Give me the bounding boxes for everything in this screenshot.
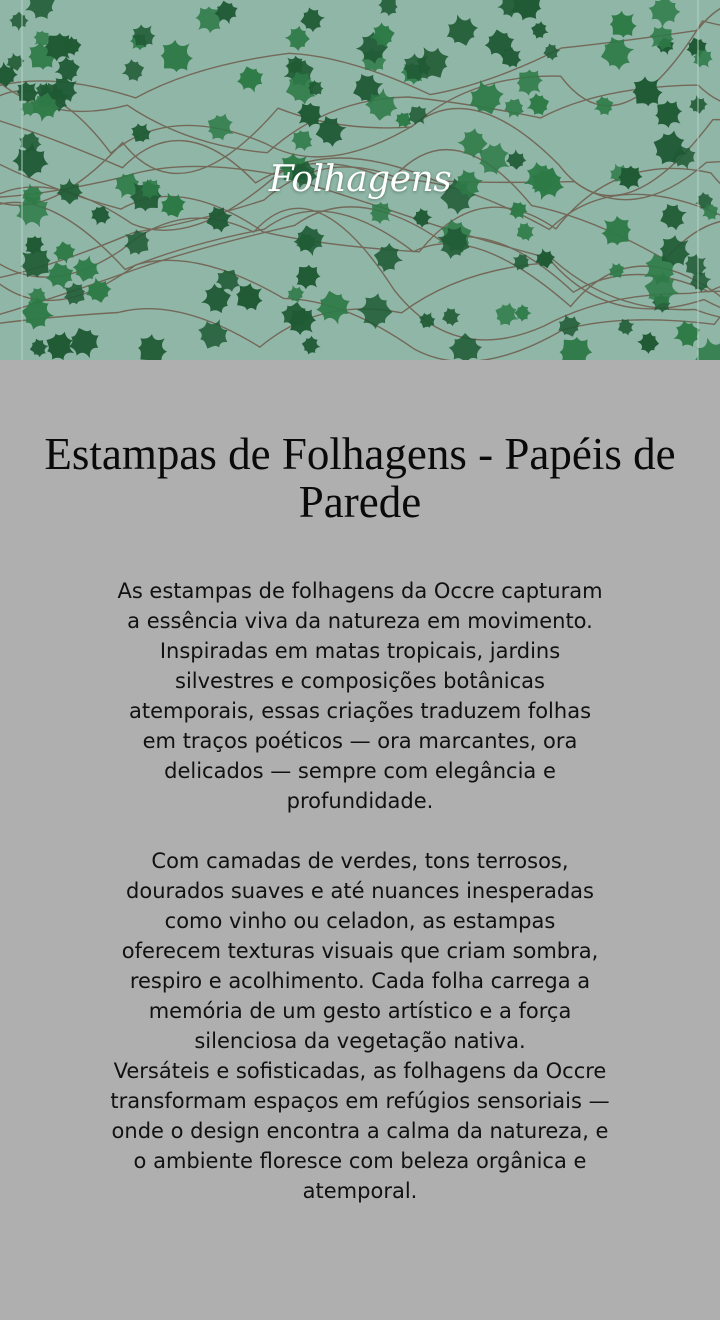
text-line: profundidade. [286, 789, 434, 813]
headline-line: Estampas de Folhagens - [44, 429, 494, 479]
text-line: silvestres e composições botânicas [175, 669, 545, 693]
headline-line: Papéis de Parede [298, 429, 676, 527]
text-line: Versáteis e sofisticadas, as folhagens da Occre [113, 1059, 607, 1083]
text-line: Inspiradas em matas tropicais, jardins [159, 639, 561, 663]
page-title [40, 430, 680, 526]
text-line: transformam espaços em refúgios sensoriais — [110, 1089, 610, 1113]
text-line: respiro e acolhimento. Cada folha carrega a [129, 969, 591, 993]
text-line: como vinho ou celadon, as estampas [164, 909, 556, 933]
text-line: em traços poéticos — ora marcantes, ora [142, 729, 578, 753]
paragraph-3 [60, 1056, 660, 1206]
text-line: Com camadas de verdes, tons terrosos, [151, 849, 569, 873]
paragraph-spacer [60, 816, 660, 846]
hero-banner [0, 0, 720, 360]
article-body [60, 576, 660, 1206]
paragraph-2 [60, 846, 660, 1056]
text-line: silenciosa da vegetação nativa. [194, 1029, 526, 1053]
text-line: As estampas de folhagens da Occre capturam [117, 579, 603, 603]
hero-title: Folhagens [268, 159, 452, 200]
text-line: atemporal. [302, 1179, 418, 1203]
article-section [0, 360, 720, 1320]
text-line: a essência viva da natureza em movimento. [127, 609, 593, 633]
text-line: onde o design encontra a calma da natureza, e [111, 1119, 609, 1143]
text-line: dourados suaves e até nuances inesperadas [126, 879, 594, 903]
text-line: o ambiente floresce com beleza orgânica e [133, 1149, 587, 1173]
text-line: delicados — sempre com elegância e [164, 759, 556, 783]
text-line: oferecem texturas visuais que criam sombra, [121, 939, 599, 963]
text-line: atemporais, essas criações traduzem folhas [128, 699, 592, 723]
paragraph-1 [60, 576, 660, 816]
text-line: memória de um gesto artístico e a força [148, 999, 572, 1023]
